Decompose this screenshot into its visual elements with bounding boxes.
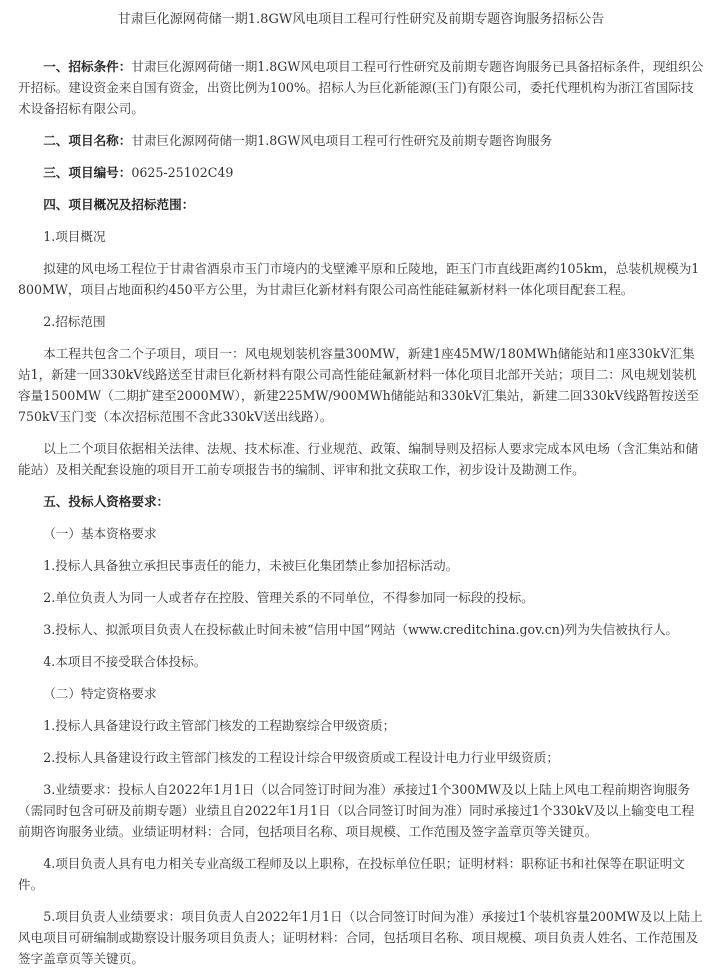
section-4-sub1-body: 拟建的风电场工程位于甘肃省酒泉市玉门市境内的戈壁滩平原和丘陵地，距玉门市直线距离约105km，总装机规模为1800MW，项目占地面积约450平方公里，为甘肃巨化新材料有限公司高性能硅氟新材料一体化项目配套工程。 (18, 261, 700, 297)
section-4-sub1-title: 1.项目概况 (43, 229, 106, 244)
section-3 (18, 162, 704, 183)
basic-item-1: 1.投标人具备独立承担民事责任的能力，未被巨化集团禁止参加招标活动。 (43, 558, 459, 573)
section-1-body: 甘肃巨化源网荷储一期1.8GW风电项目工程可行性研究及前期专题咨询服务已具备招标条件，现组织公开招标。建设资金来自国有资金，出资比例为100%。招标人为巨化新能源(玉门)有限公司，委托代理机构为浙江省国际技术设备招标有限公司。 (18, 59, 704, 116)
basic-requirements-title: （一）基本资格要求 (43, 526, 157, 541)
section-4 (18, 194, 704, 215)
page-title: 甘肃巨化源网荷储一期1.8GW风电项目工程可行性研究及前期专题咨询服务招标公告 (117, 12, 605, 27)
special-item-5: 5.项目负责人业绩要求：项目负责人自2022年1月1日（以合同签订时间为准）承接过1个装机容量200MW及以上陆上风电项目可研编制或勘察设计服务项目负责人；证明材料：合同，包括项目名称、项目规模、项目负责人姓名、工作范围及签字盖章页等关键页。 (18, 909, 703, 966)
section-4-heading: 四、项目概况及招标范围： (43, 197, 195, 212)
section-2 (18, 130, 704, 151)
section-4-sub2-body2: 以上二个项目依据相关法律、法规、技术标准、行业规范、政策、编制导则及招标人要求完成本风电场（含汇集站和储能站）及相关配套设施的项目开工前专项报告书的编制、评审和批文获取工作，初步设计及勘测工作。 (18, 441, 699, 477)
special-item-2: 2.投标人具备建设行政主管部门核发的工程设计综合甲级资质或工程设计电力行业甲级资质； (43, 750, 559, 765)
basic-item-2: 2.单位负责人为同一人或者存在控股、管理关系的不同单位，不得参加同一标段的投标。 (43, 590, 534, 605)
basic-item-3: 3.投标人、拟派项目负责人在投标截止时间未被“信用中国”网站（www.creditchina.gov.cn)列为失信被执行人。 (43, 622, 679, 637)
special-requirements-title: （二）特定资格要求 (43, 686, 157, 701)
section-3-body: 0625-25102C49 (131, 165, 234, 180)
section-4-sub2-body: 本工程共包含二个子项目，项目一：风电规划装机容量300MW，新建1座45MW/180MWh储能站和1座330kV汇集站1，新建一回330kV线路送至甘肃巨化新材料有限公司高性能硅氟新材料一体化项目北部开关站；项目二：风电规划装机容量1500MW（二期扩建至2000MW），新建225MW/900MWh储能站和330kV汇集站，新建二回330kV线路暂按送至750kV玉门变（本次招标范围不含此330kV送出线路）。 (18, 346, 699, 424)
section-3-heading: 三、项目编号： (43, 165, 132, 180)
special-item-1: 1.投标人具备建设行政主管部门核发的工程勘察综合甲级资质； (43, 718, 396, 733)
section-4-sub2-title: 2.招标范围 (43, 314, 106, 329)
section-5 (18, 491, 704, 512)
special-item-4: 4.项目负责人具有电力相关专业高级工程师及以上职称，在投标单位任职；证明材料：职称证书和社保等在职证明文件。 (18, 856, 685, 892)
section-1-heading: 一、招标条件： (43, 59, 132, 74)
section-5-heading: 五、投标人资格要求： (43, 494, 170, 509)
section-2-body: 甘肃巨化源网荷储一期1.8GW风电项目工程可行性研究及前期专题咨询服务 (131, 133, 553, 148)
basic-item-4: 4.本项目不接受联合体投标。 (43, 654, 207, 669)
announcement-content (18, 56, 704, 969)
section-1 (18, 56, 704, 119)
special-item-3: 3.业绩要求：投标人自2022年1月1日（以合同签订时间为准）承接过1个300MW及以上陆上风电工程前期咨询服务（需同时包含可研及前期专题）业绩且自2022年1月1日（以合同签订时间为准）同时承接过1个330kV及以上输变电工程前期咨询服务业绩。业绩证明材料：合同，包括项目名称、项目规模、工作范围及签字盖章页等关键页。 (18, 782, 695, 839)
section-2-heading: 二、项目名称： (43, 133, 132, 148)
